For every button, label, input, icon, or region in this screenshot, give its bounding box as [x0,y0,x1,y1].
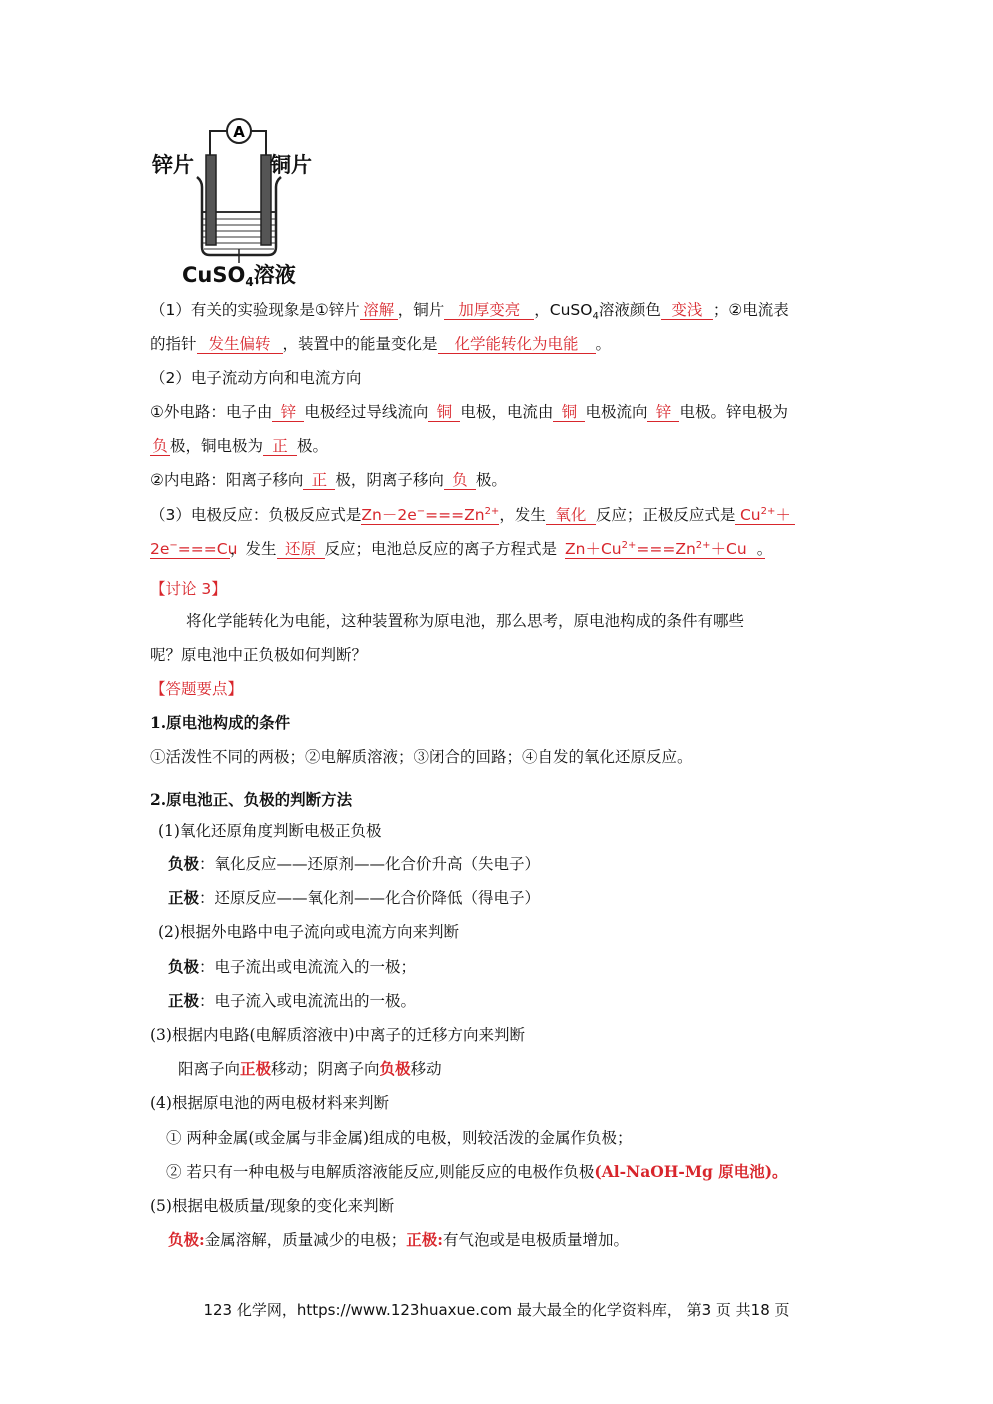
method2-title: (2)根据外电路中电子流向或电流方向来判断 [158,923,459,941]
answer-total-equation: $Zn+Cu^{2+}===Zn^{2+}+Cu$ 。 [565,539,773,558]
answer-anion-direction: 负 [444,471,476,490]
section2-title: 2.原电池正、负极的判断方法 [150,790,353,809]
zinc-label: 锌片 [152,153,194,177]
q3-text-d: ，发生 [230,540,277,558]
positive-label: 正极 [168,991,200,1010]
method3-title: (3)根据内电路(电解质溶液中)中离子的迁移方向来判断 [150,1026,526,1044]
answer-current-to: 锌 [647,403,679,422]
q1-text-f: 的指针 [150,335,197,353]
q3-text-b: ，发生 [499,506,546,524]
discussion-line1: 将化学能转化为电能，这种装置称为原电池，那么思考，原电池构成的条件有哪些 [186,612,745,630]
q1-text-g: ，装置中的能量变化是 [282,335,438,353]
section1-title: 1.原电池构成的条件 [150,713,291,732]
method1-title: (1)氧化还原角度判断电极正负极 [158,822,382,840]
q2-external-line1 [150,402,788,422]
q3-text-c: 反应；正极反应式是 [595,506,736,524]
answer-cation-direction: 正 [303,471,335,490]
negative-label: 负极 [168,957,200,976]
q2-external-line2 [150,436,328,456]
method2-positive [168,991,416,1011]
ext-text-d: 电极流向 [585,403,648,421]
answer-reduction: 还原 [277,540,325,559]
answer-copper-pole: 正 [263,437,297,456]
method5-body: 负极:金属溶解，质量减少的电极；正极:有气泡或是电极质量增加。 [168,1230,629,1249]
q1-text-e: ；②电流表 [712,301,789,319]
method1-positive-text: ：还原反应——氧化剂——化合价降低（得电子） [199,889,541,907]
method1-positive [168,888,540,908]
section1-body: ①活泼性不同的两极；②电解质溶液；③闭合的回路；④自发的氧化还原反应。 [150,748,693,766]
page-footer: 123 化学网，https://www.123huaxue.com 最大最全的化学资料库， 第3 页 共18 页 [203,1301,790,1319]
q1-line1 [150,300,789,323]
answer-electron-to: 铜 [428,403,460,422]
method3-body: 阳离子向正极移动；阴离子向负极移动 [178,1059,442,1078]
ext-text-b: 电极经过导线流向 [304,403,429,421]
ext-text-f: 极，铜电极为 [170,437,264,455]
q2-title: （2）电子流动方向和电流方向 [150,369,362,387]
q1-text-a: （1）有关的实验现象是①锌片 [150,301,360,319]
ext-text-a: ①外电路：电子由 [150,403,273,421]
q3-line1 [150,505,795,525]
int-text-a: ②内电路：阳离子移向 [150,471,304,489]
method1-negative-text: ：氧化反应——还原剂——化合价升高（失电子） [199,855,541,873]
answer-copper-phenomenon: 加厚变亮 [444,301,534,320]
al-naoh-mg-example: (Al-NaOH-Mg 原电池)。 [594,1162,788,1181]
q3-text-a: （3）电极反应：负极反应式是 [150,506,362,524]
answer-negative-equation: $Zn-2e^-===Zn^{2+}$ [361,505,500,524]
q1-text-d: 溶液颜色 [598,301,661,319]
method2-positive-text: ：电子流入或电流流出的一极。 [199,992,417,1010]
zinc-electrode [206,155,216,245]
int-text-b: 极，阴离子移向 [335,471,444,489]
method4-title: (4)根据原电池的两电极材料来判断 [150,1094,389,1112]
q1-sub: 4 [592,311,599,323]
method1-negative [168,854,540,874]
copper-label: 铜片 [270,153,312,177]
answer-solution-color: 变浅 [661,301,713,320]
method2-negative [168,957,416,977]
galvanic-cell-diagram [150,115,330,290]
q1-text-h: 。 [595,335,612,353]
ammeter-symbol: A [233,123,245,141]
positive-label: 正极 [168,888,200,907]
negative-label: 负极 [168,854,200,873]
int-text-c: 极。 [475,471,507,489]
negative-pole-highlight: 负极 [379,1059,411,1078]
q3-text-e: 反应；电池总反应的离子方程式是 [324,540,558,558]
answer-electron-from: 锌 [272,403,304,422]
q1-text-c: ，CuSO [534,301,593,319]
method5-title: (5)根据电极质量/现象的变化来判断 [150,1197,395,1215]
answer-oxidation: 氧化 [546,506,596,525]
q2-internal [150,470,507,490]
ext-text-g: 极。 [297,437,329,455]
positive-pole-highlight: 正极 [240,1059,272,1078]
answer-positive-equation-part2: 2e−===Cu [150,539,238,558]
answer-zinc-phenomenon: 溶解 [360,301,398,320]
solution-label: CuSO4溶液 [182,263,296,289]
answer-current-from: 铜 [553,403,585,422]
answer-zinc-pole: 负 [150,437,170,456]
answer-energy-change: 化学能转化为电能 [438,335,596,354]
method2-negative-text: ：电子流出或电流流入的一极； [199,958,417,976]
answer-positive-equation-part1: $Cu^{2+}+$ [735,506,795,525]
positive-label: 正极: [406,1230,443,1249]
ext-text-e: 电极。锌电极为 [679,403,788,421]
method4-item2: ② 若只有一种电极与电解质溶液能反应,则能反应的电极作负极(Al-NaOH-Mg 原电池)。 [166,1162,788,1181]
ext-text-c: 电极，电流由 [460,403,554,421]
answer-ammeter: 发生偏转 [197,335,283,354]
discussion-title: 【讨论 3】 [150,580,227,598]
method4-item1: ① 两种金属(或金属与非金属)组成的电极，则较活泼的金属作负极； [166,1129,633,1147]
negative-label: 负极: [168,1230,205,1249]
answer-key-title: 【答题要点】 [150,680,244,698]
q1-line2 [150,334,611,354]
q1-text-b: ，铜片 [397,301,445,319]
discussion-line2: 呢？原电池中正负极如何判断？ [150,646,368,664]
q3-line2 [150,539,773,559]
